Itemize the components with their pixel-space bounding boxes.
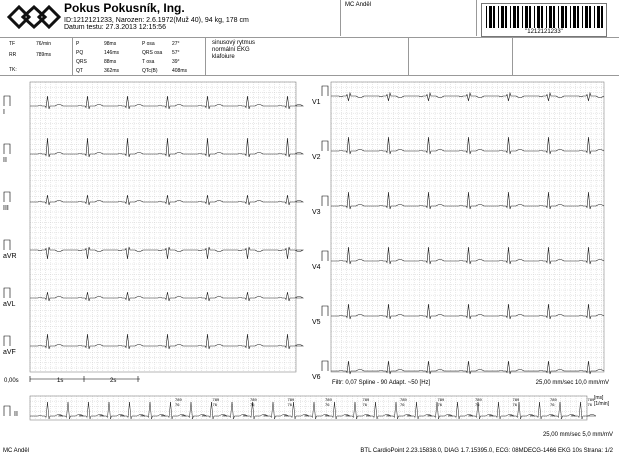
barcode-bar: [601, 6, 603, 28]
barcode-bar: [541, 6, 543, 28]
footer-software-info: BTL CardioPoint 2.23.15838.0, DIAG 1.7.15395.0, ECG: 08MDECG-1466 EKG 10s Strana: 1/2: [360, 448, 613, 454]
time-axis-start: 0,00s: [4, 378, 19, 384]
rr-label: RR: [9, 52, 17, 58]
lead-label-ii: II: [3, 157, 7, 164]
params-divider: [408, 37, 409, 76]
p-axis-value: 27°: [172, 41, 180, 47]
rate-annotation: 76: [325, 402, 330, 407]
diagnosis-line: klafoiure: [212, 54, 235, 60]
barcode-bar: [510, 6, 511, 28]
barcode-bars: [482, 6, 606, 30]
scale-info: 25,00 mm/sec 10,0 mm/mV: [535, 380, 609, 386]
rate-annotation: 76: [550, 402, 555, 407]
p-label: P: [76, 41, 80, 47]
rhythm-unit-rate: [1/min]: [594, 401, 610, 407]
calibration-pulse: [4, 192, 10, 202]
rate-annotation: 76: [512, 402, 517, 407]
patient-info: [64, 17, 249, 31]
barcode-bar: [570, 6, 571, 28]
qrs-axis-label: QRS osa: [142, 50, 163, 56]
calibration-pulse: [4, 240, 10, 250]
rr-annotation: 789: [475, 397, 482, 402]
barcode-bar: [513, 6, 516, 28]
lead-label-v2: V2: [312, 154, 321, 161]
grid-border: [30, 82, 296, 372]
calibration-pulse: [4, 288, 10, 298]
diagnosis-line: normální EKG: [212, 47, 250, 53]
lead-label-v5: V5: [312, 319, 321, 326]
barcode-bar: [534, 6, 535, 28]
chest-leads-grid: [331, 82, 604, 372]
barcode-bar: [565, 6, 567, 28]
rhythm-strip-grid: [30, 396, 587, 420]
rr-annotation: 789: [512, 397, 520, 402]
calibration-pulse: [322, 141, 328, 151]
t-axis-value: 39°: [172, 59, 180, 65]
tf-value: 76/min: [36, 41, 52, 47]
barcode-bar: [585, 6, 588, 28]
time-axis-2s: 2s: [110, 378, 117, 384]
patient-name: Pokus Pokusník, Ing.: [64, 1, 185, 15]
rr-annotation: 789: [325, 397, 332, 402]
t-axis-label: T osa: [142, 59, 155, 65]
operator-name: MC Anděl: [345, 2, 372, 8]
p-axis-label: P osa: [142, 41, 155, 47]
calibration-pulse: [4, 144, 10, 154]
rate-annotation: 76: [587, 402, 592, 407]
patient-info-line1: ID:1212121233, Narozen: 2.6.1972(Muž 40), 94 kg, 178 cm: [64, 17, 249, 24]
rhythm-scale-info: 25,00 mm/sec 5,0 mm/mV: [542, 432, 613, 438]
barcode-bar: [546, 6, 547, 28]
pq-label: PQ: [76, 50, 84, 56]
barcode-bar: [493, 6, 495, 28]
company-logo: [6, 4, 62, 30]
tf-label: TF: [9, 41, 16, 47]
qt-value: 362ms: [104, 68, 120, 74]
header-divider: [340, 0, 341, 36]
barcode-bar: [537, 6, 540, 28]
calibration-pulse: [4, 336, 10, 346]
lead-label-avl: aVL: [3, 301, 16, 308]
barcode-bar: [517, 6, 519, 28]
rate-annotation: 76: [287, 402, 292, 407]
rr-annotation: 789: [362, 397, 370, 402]
barcode-bar: [505, 6, 507, 28]
rate-annotation: 76: [175, 402, 180, 407]
calibration-pulse: [322, 196, 328, 206]
barcode-bar: [573, 6, 576, 28]
barcode-bar: [549, 6, 552, 28]
barcode-bar: [561, 6, 564, 28]
calibration-pulse: [4, 406, 10, 416]
qrs-value: 88ms: [104, 59, 117, 65]
header-divider: [476, 0, 477, 36]
qt-label: QT: [76, 68, 83, 74]
params-divider: [205, 37, 206, 76]
qrs-axis-value: 57°: [172, 50, 180, 56]
time-axis-1s: 1s: [57, 378, 64, 384]
lead-trace-avf: [30, 334, 303, 349]
lead-trace-v3: [331, 192, 604, 209]
lead-label-v6: V6: [312, 374, 321, 381]
rate-annotation: 76: [475, 402, 480, 407]
lead-label-i: I: [3, 109, 5, 116]
calibration-pulse: [322, 86, 328, 96]
calibration-pulse: [4, 96, 10, 106]
params-divider: [72, 37, 73, 76]
rr-annotation: 789: [400, 397, 407, 402]
pq-value: 146ms: [104, 50, 120, 56]
barcode: [481, 3, 607, 37]
grid-border: [331, 82, 604, 372]
barcode-bar: [489, 6, 492, 28]
params-divider: [512, 37, 513, 76]
diagnosis-text: [212, 40, 255, 61]
diagnosis-line: sinusový rytmus: [212, 40, 256, 46]
limb-leads-grid: [30, 82, 296, 372]
lead-label-avf: aVF: [3, 349, 16, 356]
footer-operator: MC Anděl: [3, 448, 30, 454]
lead-trace-avr: [30, 247, 303, 259]
calibration-pulse: [322, 306, 328, 316]
lead-trace-v1: [331, 93, 604, 101]
rr-annotation: 789: [250, 397, 257, 402]
calibration-pulse: [322, 251, 328, 261]
tk-label: TK:: [9, 67, 17, 73]
lead-label-iii: III: [3, 205, 9, 212]
rate-annotation: 76: [212, 402, 217, 407]
rr-value: 789ms: [36, 52, 52, 58]
lead-trace-v4: [331, 247, 604, 264]
rr-annotation: 789: [212, 397, 220, 402]
rhythm-strip-trace: [30, 402, 596, 419]
barcode-bar: [558, 6, 559, 28]
barcode-bar: [589, 6, 591, 28]
barcode-bar: [594, 6, 595, 28]
ecg-traces: [0, 78, 619, 446]
barcode-bar: [498, 6, 499, 28]
qtcb-value: 408ms: [172, 68, 188, 74]
grid-border: [30, 396, 587, 420]
barcode-number: "1212121233": [525, 29, 563, 35]
calibration-pulse: [322, 361, 328, 371]
barcode-bar: [501, 6, 504, 28]
rate-annotation: 76: [362, 402, 367, 407]
lead-label-v4: V4: [312, 264, 321, 271]
qtcb-label: QTc(B): [142, 68, 158, 74]
rate-annotation: 76: [437, 402, 442, 407]
lead-label-v3: V3: [312, 209, 321, 216]
lead-label-avr: aVR: [3, 253, 17, 260]
lead-trace-v2: [331, 137, 604, 154]
rhythm-unit-ms: [ms]: [594, 395, 604, 401]
barcode-bar: [529, 6, 531, 28]
lead-trace-v5: [331, 304, 604, 319]
barcode-bar: [582, 6, 583, 28]
rr-annotation: 789: [587, 397, 595, 402]
params-bottom-line: [0, 75, 619, 76]
barcode-bar: [577, 6, 579, 28]
lead-trace-ii: [30, 138, 303, 157]
params-top-line: [0, 37, 619, 38]
p-value: 98ms: [104, 41, 117, 47]
lead-trace-i: [30, 96, 303, 109]
rr-annotation: 789: [550, 397, 557, 402]
rhythm-lead-label: II: [14, 411, 18, 418]
rate-annotation: 76: [250, 402, 255, 407]
rr-annotation: 789: [437, 397, 445, 402]
rr-annotation: 789: [287, 397, 295, 402]
barcode-bar: [597, 6, 600, 28]
rate-annotation: 76: [400, 402, 405, 407]
patient-info-line2: Datum testu: 27.3.2013 12:15:56: [64, 24, 166, 31]
lead-label-v1: V1: [312, 99, 321, 106]
lead-trace-avl: [30, 292, 303, 301]
barcode-bar: [486, 6, 487, 28]
barcode-bar: [525, 6, 528, 28]
filter-info: Filtr: 0,07 Spline - 90 Adapt. ~50 [Hz]: [332, 380, 431, 386]
barcode-bar: [553, 6, 555, 28]
qrs-label: QRS: [76, 59, 87, 65]
barcode-bar: [522, 6, 523, 28]
rr-annotation: 789: [175, 397, 182, 402]
